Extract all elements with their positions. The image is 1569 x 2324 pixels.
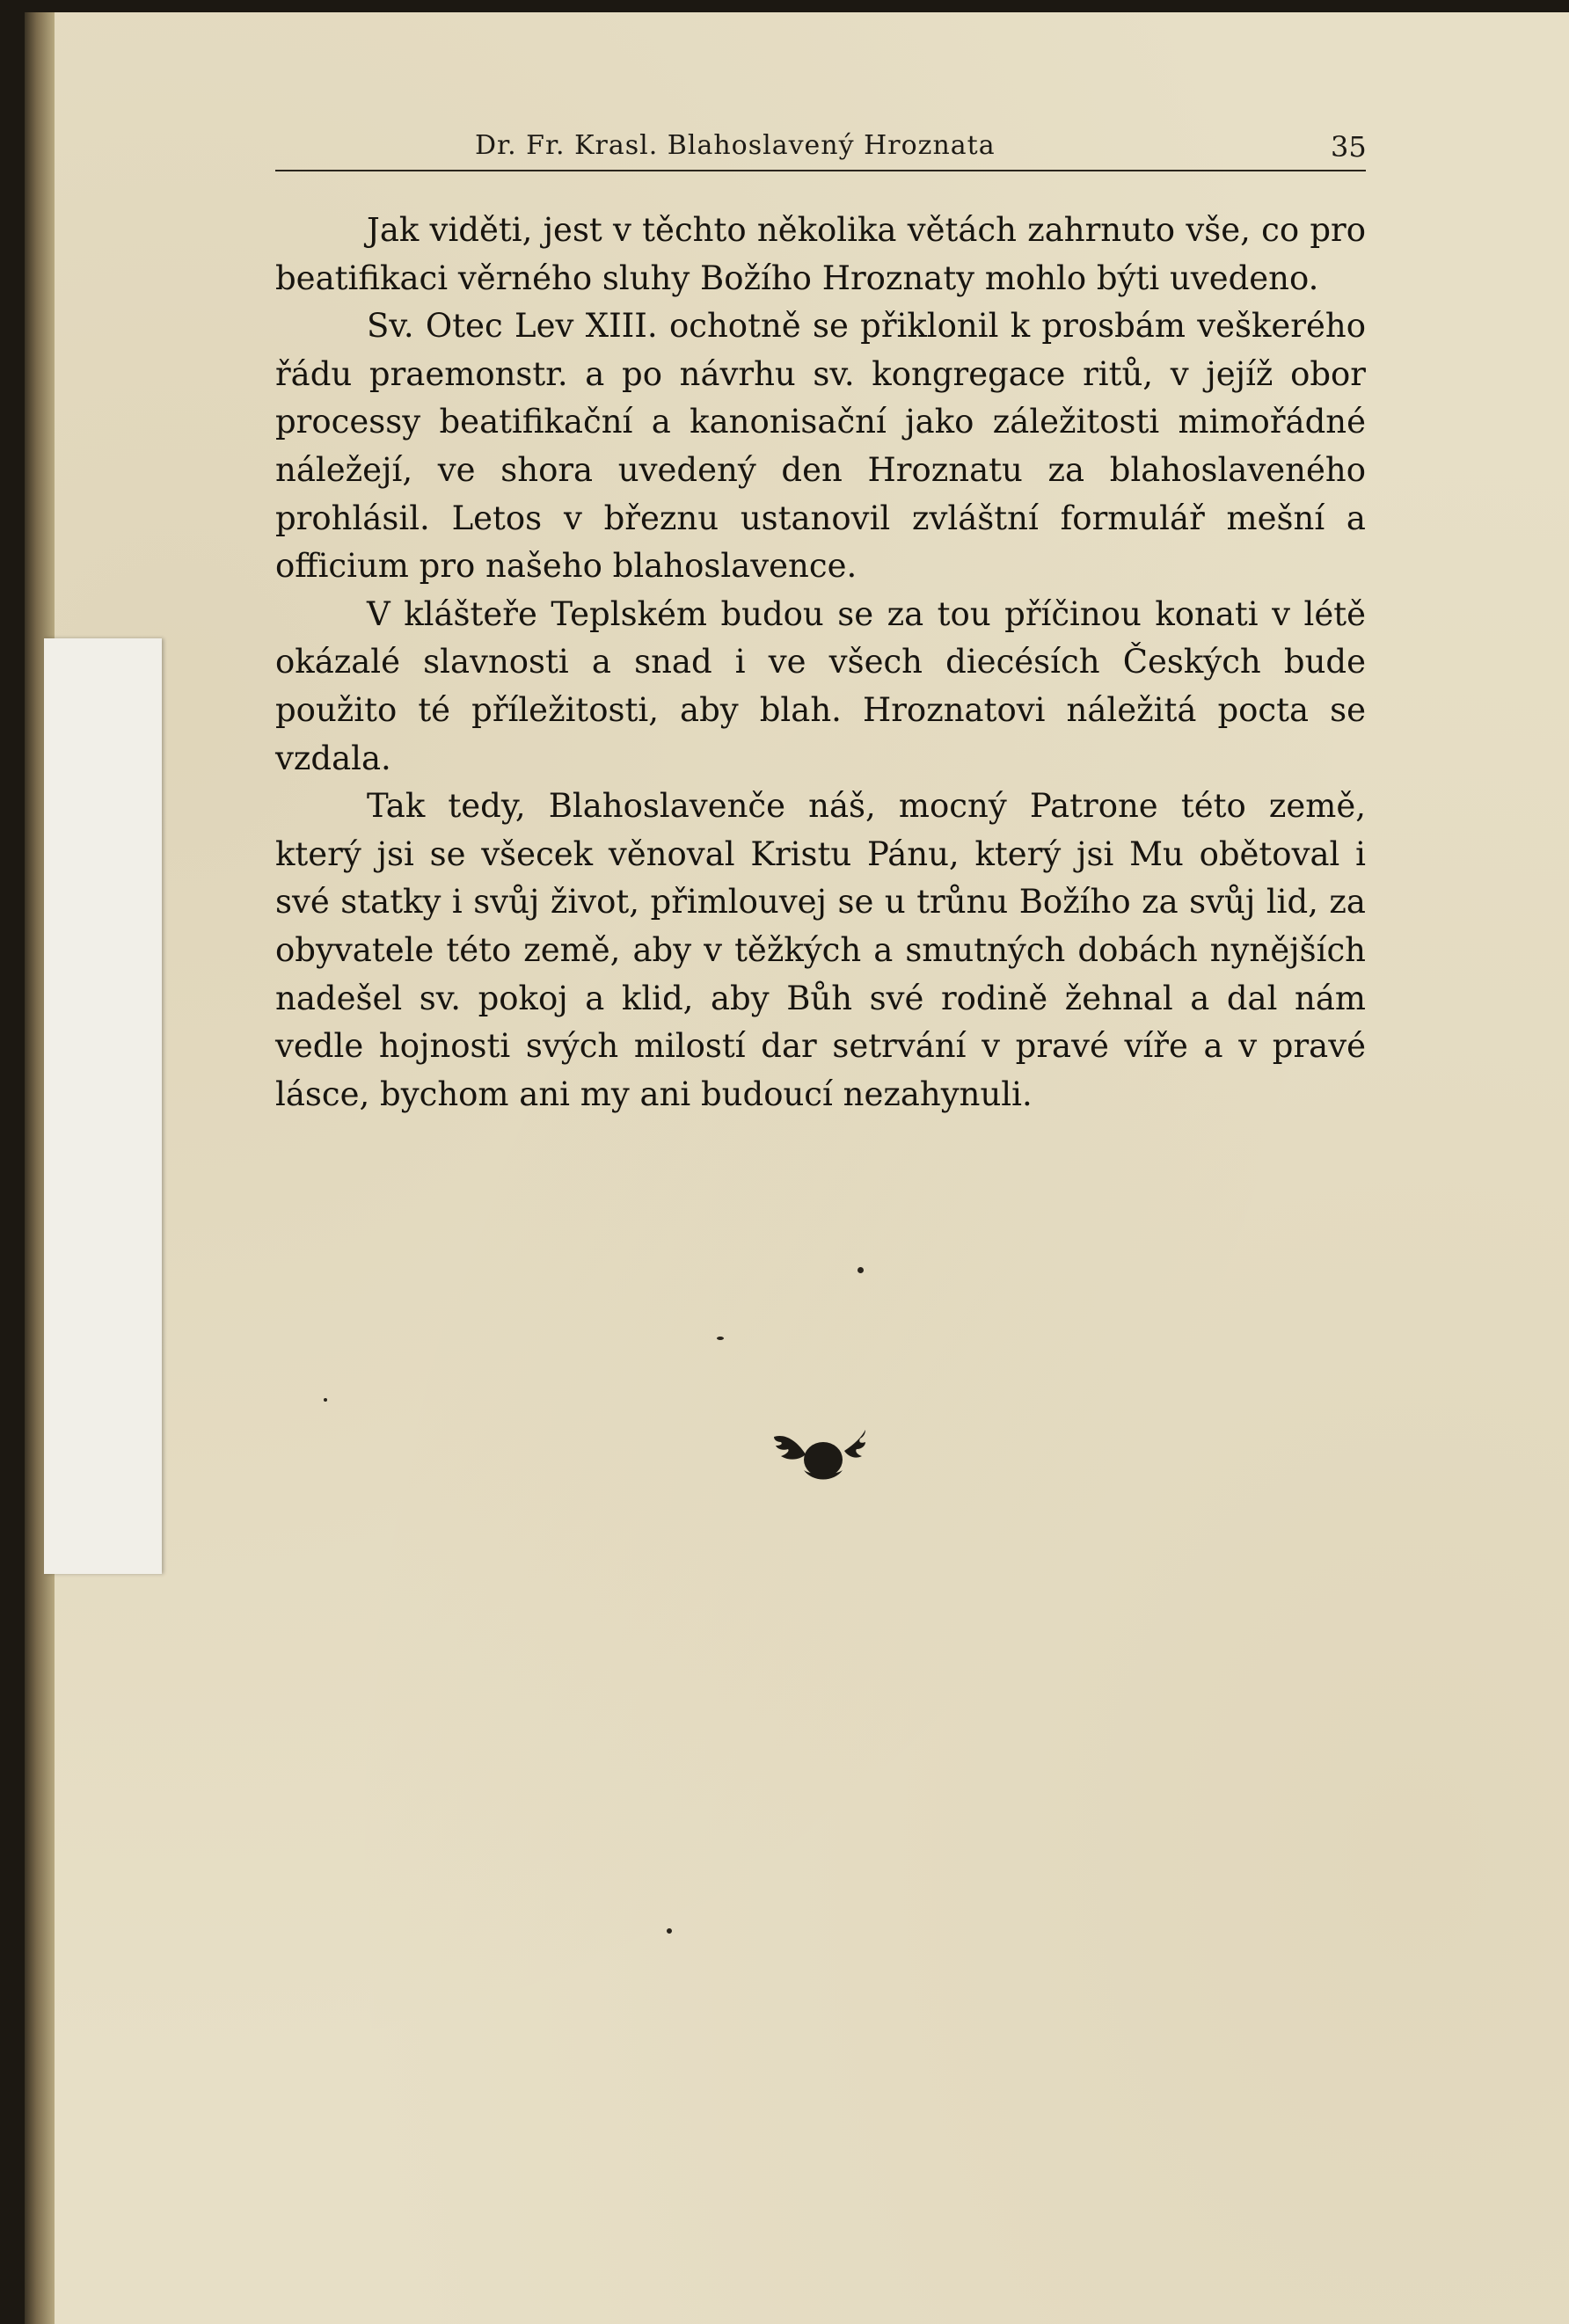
paragraph: V klášteře Teplském budou se za tou příčinou konati v létě okázalé slavnosti a snad i ve všech diecésích Českých bude použito té příležitosti, aby blah. Hroznatovi náležitá pocta se vzdala. (275, 594, 1366, 777)
header-rule (275, 170, 1366, 171)
paragraph: Tak tedy, Blahoslavenče náš, mocný Patrone této země, který jsi se všecek věnoval Kristu Pánu, který jsi Mu obětoval i své statky i svůj život, přimlouvej se u trůnu Božího za svůj lid, za obyvatele této země, aby v těžkých a smutných dobách nynějších nadešel sv. pokoj a klid, aby Bůh své rodině žehnal a dal nám vedle hojnosti svých milostí dar setrvání v pravé víře a v pravé lásce, bychom ani my ani budoucí nezahynuli. (275, 787, 1366, 1113)
winged-angel-head-icon (770, 1424, 869, 1488)
paragraph: Sv. Otec Lev XIII. ochotně se přiklonil k prosbám veškerého řádu praemonstr. a po návrhu sv. kongregace ritů, v jejíž obor processy beatifikační a kanonisační jako záležitosti mimořádné náležejí, ve shora uvedený den Hroznatu za blahoslaveného prohlásil. Letos v březnu ustanovil zvláštní formulář mešní a officium pro našeho blahoslavence. (275, 307, 1366, 586)
body-text (275, 207, 1366, 1118)
paragraph: Jak viděti, jest v těchto několika větách zahrnuto vše, co pro beatifikaci věrného sluhy Božího Hroznaty mohlo býti uvedeno. (275, 211, 1366, 297)
page-number: 35 (1331, 130, 1367, 164)
running-head: Dr. Fr. Krasl. Blahoslavený Hroznata (475, 130, 996, 161)
paper-slip (44, 638, 162, 1574)
